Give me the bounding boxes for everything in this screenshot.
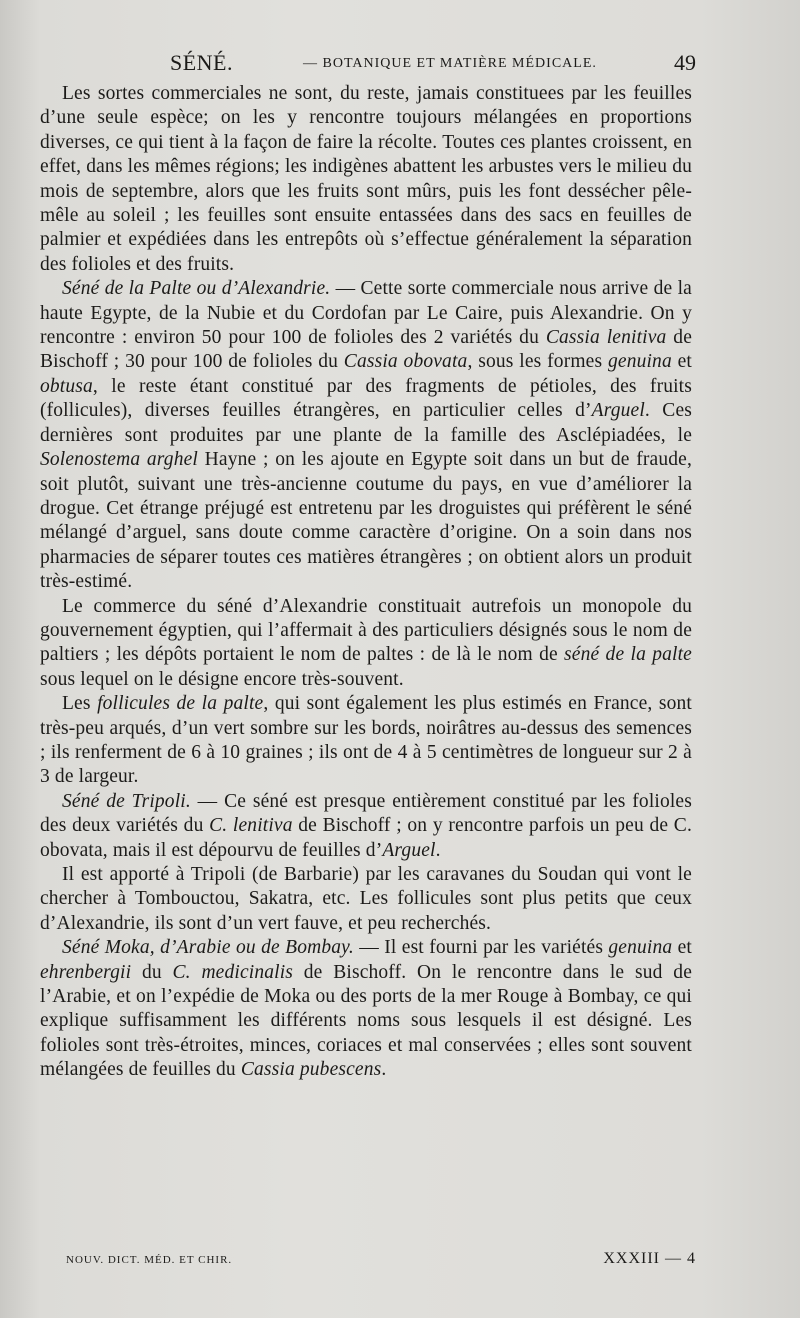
paragraph-sene-moka: Séné Moka, d’Arabie ou de Bombay. — Il est fourni par les variétés genuina et ehrenbergii du C. medicinalis de Bischoff. On le rencontre dans le sud de l’Arabie, et on l’expédie de Moka ou des ports de la mer Rouge à Bombay, ce qui explique suffisamment les différents noms sous lesquels il est désigné. Les folioles sont très-étroites, minces, coriaces et mal conservées ; elles sont souvent mélangées de feuilles du Cassia pubescens. <box>40 937 692 1081</box>
section-heading-moka: Séné Moka, d’Arabie ou de Bombay. <box>62 937 354 959</box>
section-heading-tripoli: Séné de Tripoli. <box>62 790 191 812</box>
paragraph-sene-tripoli: Séné de Tripoli. — Ce séné est presque entièrement constitué par les folioles des deux variétés du C. lenitiva de Bischoff ; on y rencontre parfois un peu de C. obovata, mais il est dépourvu de feuilles d’Arguel. <box>40 790 692 861</box>
page-number: 49 <box>674 50 696 75</box>
paragraph-sene-palte: Séné de la Palte ou d’Alexandrie. — Cette sorte commerciale nous arrive de la haute Egypte, de la Nubie et du Cordofan par Le Caire, puis Alexandrie. On y rencontre : environ 50 pour 100 de folioles des 2 variétés du Cassia lenitiva de Bischoff ; 30 pour 100 de folioles du Cassia obovata, sous les formes genuina et obtusa, le reste étant constitué par des fragments de pétioles, des fruits (follicules), diverses feuilles étrangères, en particulier celles d’Arguel. Ces dernières sont produites par une plante de la famille des Asclépiadées, le Solenostema arghel Hayne ; on les ajoute en Egypte soit dans un but de fraude, soit plutôt, suivant une très-ancienne coutume du pays, en vue d’améliorer la drogue. Cet étrange préjugé est entretenu par les droguistes qui préfèrent le séné mélangé d’arguel, sans doute comme caractère d’origine. On a soin dans nos pharmacies de séparer toutes ces matières étrangères ; on obtient alors un produit très-estimé. <box>40 278 693 593</box>
section-heading-palte: Séné de la Palte ou d’Alexandrie. <box>62 278 331 300</box>
paragraph-monopole: Le commerce du séné d’Alexandrie constituait autrefois un monopole du gouvernement égyptien, qui l’affermait à des particuliers désignés sous le nom de paltiers ; les dépôts portaient le nom de paltes : de là le nom de séné de la palte sous lequel on le désigne encore très-souvent. <box>40 595 692 690</box>
footer-signature: NOUV. DICT. MÉD. ET CHIR. <box>66 1254 233 1266</box>
paragraph-tripoli-trade: Il est apporté à Tripoli (de Barbarie) par les caravanes du Soudan qui vont le chercher à Tombouctou, Sakatra, etc. Les follicules sont plus petits que ceux d’Alexandrie, ils sont d’un vert fauve, et peu recherchés. <box>40 864 692 934</box>
running-header <box>60 50 696 80</box>
page-footer <box>48 1250 696 1274</box>
header-title: SÉNÉ. <box>170 50 233 75</box>
footer-volume-sheet: XXXIII — 4 <box>603 1250 696 1267</box>
paragraph-harvest: Les sortes commerciales ne sont, du reste, jamais constituees par les feuilles d’une seule espèce; on les y rencontre toujours mélangées en proportions diverses, ce qui tient à la façon de faire la récolte. Toutes ces plantes croissent, en effet, dans les mêmes régions; les indigènes abattent les arbustes vers le milieu du mois de septembre, alors que les fruits sont mûrs, puis les font dessécher pêle-mêle au soleil ; les feuilles sont ensuite entassées dans des sacs en feuilles de palmier et expédiées dans les entrepôts où s’effectue généralement la séparation des folioles et des fruits. <box>40 83 692 275</box>
body-text <box>40 82 692 1083</box>
header-subtitle: — BOTANIQUE ET MATIÈRE MÉDICALE. <box>303 56 597 71</box>
paragraph-follicules: Les follicules de la palte, qui sont également les plus estimés en France, sont très-peu arqués, d’un vert sombre sur les bords, noirâtres au-dessus des semences ; ils renferment de 6 à 10 graines ; ils ont de 4 à 5 centimètres de longueur sur 2 à 3 de largeur. <box>40 693 692 788</box>
